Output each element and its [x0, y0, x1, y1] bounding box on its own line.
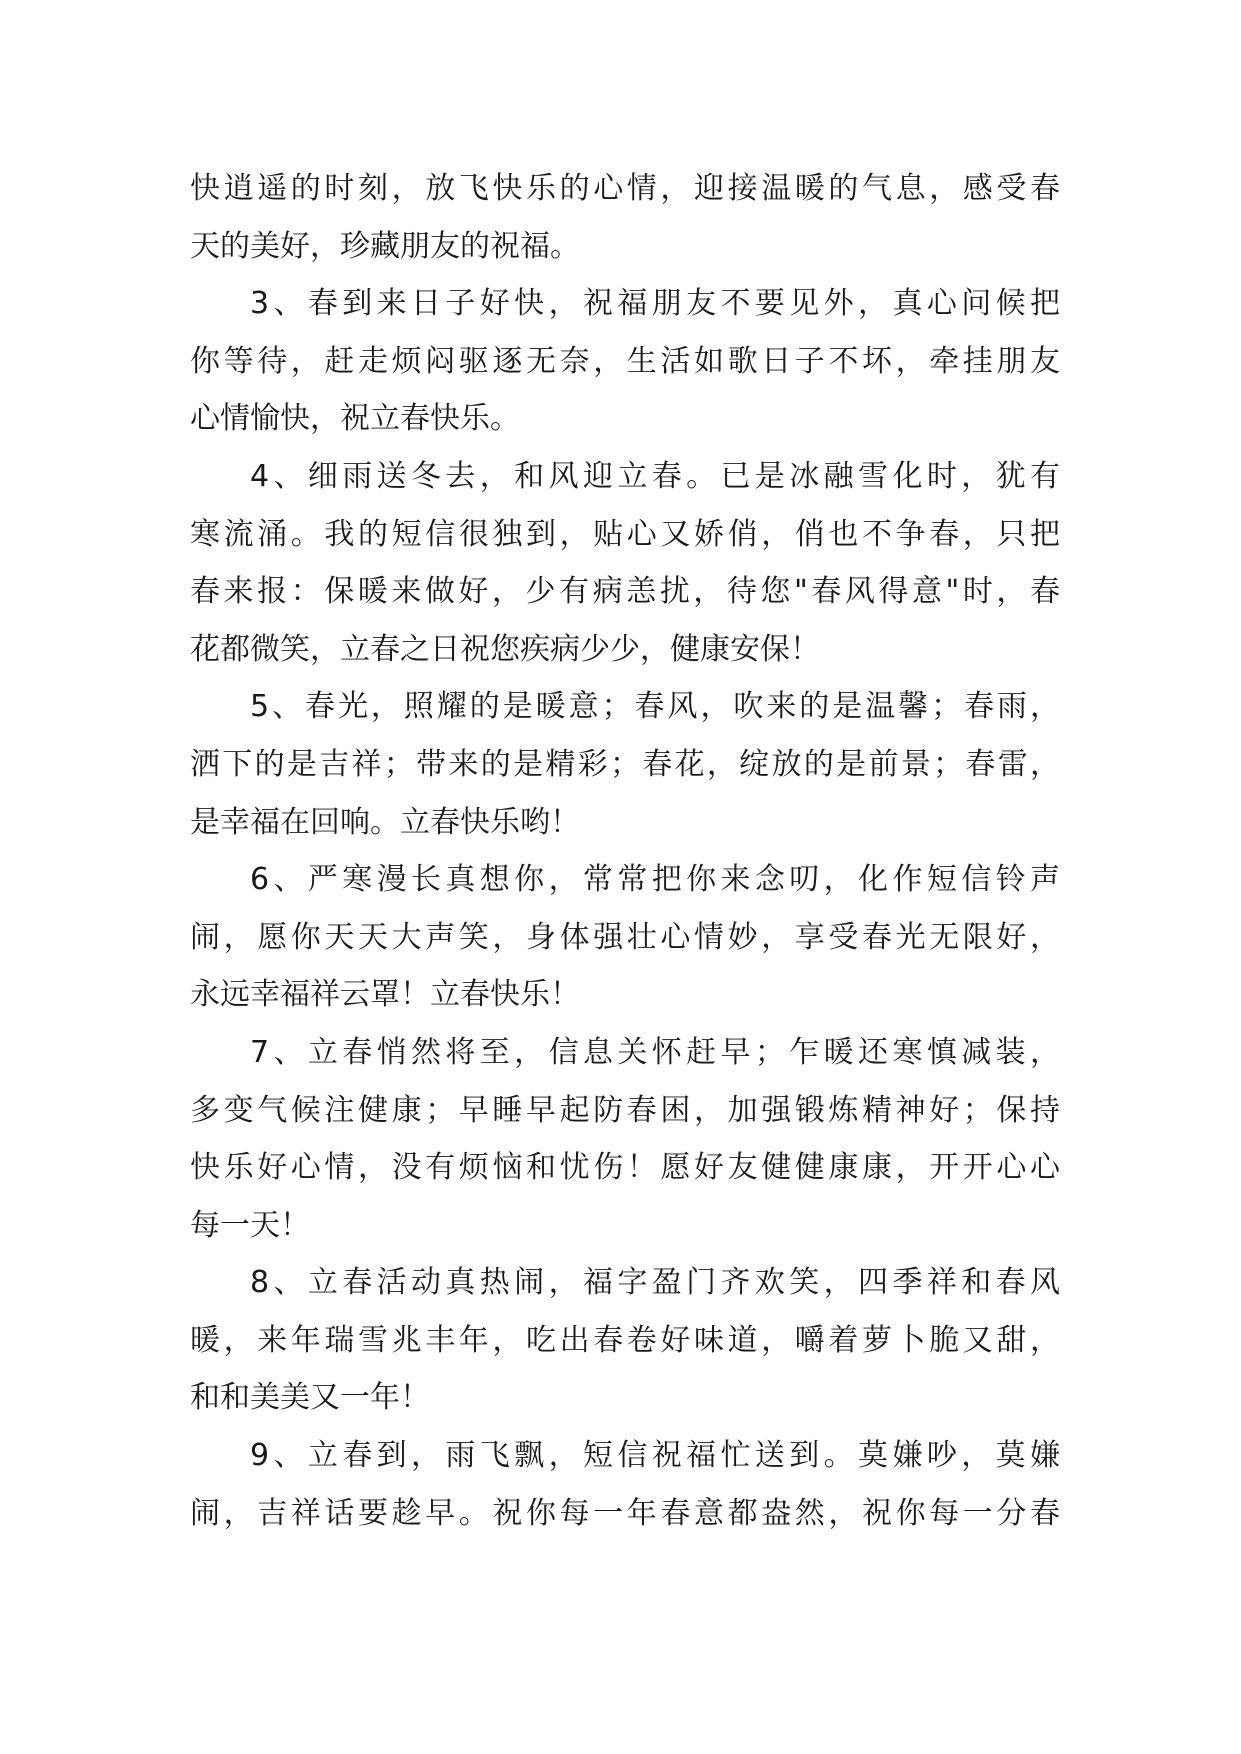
text-line: 是幸福在回响。立春快乐哟！ — [190, 804, 580, 840]
text-line: 8、立春活动真热闹，福字盈门齐欢笑，四季祥和春风 — [250, 1265, 1060, 1301]
text-line: 快乐好心情，没有烦恼和忧伤！愿好友健健康康，开开心心 — [190, 1150, 1060, 1186]
text-line: 寒流涌。我的短信很独到，贴心又娇俏，俏也不争春，只把 — [190, 516, 1060, 552]
text-line: 洒下的是吉祥；带来的是精彩；春花，绽放的是前景；春雷， — [190, 746, 1060, 782]
text-line: 每一天！ — [190, 1207, 310, 1243]
text-line: 春来报：保暖来做好，少有病恙扰，待您"春风得意"时，春 — [190, 574, 1060, 610]
text-line: 花都微笑，立春之日祝您疾病少少，健康安保！ — [190, 631, 820, 667]
body-text — [190, 160, 1060, 1542]
text-line: 永远幸福祥云罩！立春快乐！ — [190, 977, 580, 1013]
text-line: 5、春光，照耀的是暖意；春风，吹来的是温馨；春雨， — [250, 689, 1060, 725]
text-line: 4、细雨送冬去，和风迎立春。已是冰融雪化时，犹有 — [250, 458, 1060, 494]
text-line: 7、立春悄然将至，信息关怀赶早；乍暖还寒慎减装， — [250, 1034, 1060, 1070]
text-line: 心情愉快，祝立春快乐。 — [190, 401, 520, 437]
text-line: 9、立春到，雨飞飘，短信祝福忙送到。莫嫌吵，莫嫌 — [250, 1438, 1060, 1474]
text-line: 3、春到来日子好快，祝福朋友不要见外，真心问候把 — [250, 286, 1060, 322]
text-line: 多变气候注健康；早睡早起防春困，加强锻炼精神好；保持 — [190, 1092, 1060, 1128]
text-line: 天的美好，珍藏朋友的祝福。 — [190, 228, 580, 264]
text-line: 闹，吉祥话要趁早。祝你每一年春意都盎然，祝你每一分春 — [190, 1495, 1060, 1531]
text-line: 你等待，赶走烦闷驱逐无奈，生活如歌日子不坏，牵挂朋友 — [190, 343, 1060, 379]
text-line: 闹，愿你天天大声笑，身体强壮心情妙，享受春光无限好， — [190, 919, 1060, 955]
text-line: 快逍遥的时刻，放飞快乐的心情，迎接温暖的气息，感受春 — [190, 171, 1060, 206]
text-line: 6、严寒漫长真想你，常常把你来念叨，化作短信铃声 — [250, 862, 1060, 898]
text-line: 和和美美又一年！ — [190, 1380, 430, 1416]
text-line: 暖，来年瑞雪兆丰年，吃出春卷好味道，嚼着萝卜脆又甜， — [190, 1322, 1060, 1358]
